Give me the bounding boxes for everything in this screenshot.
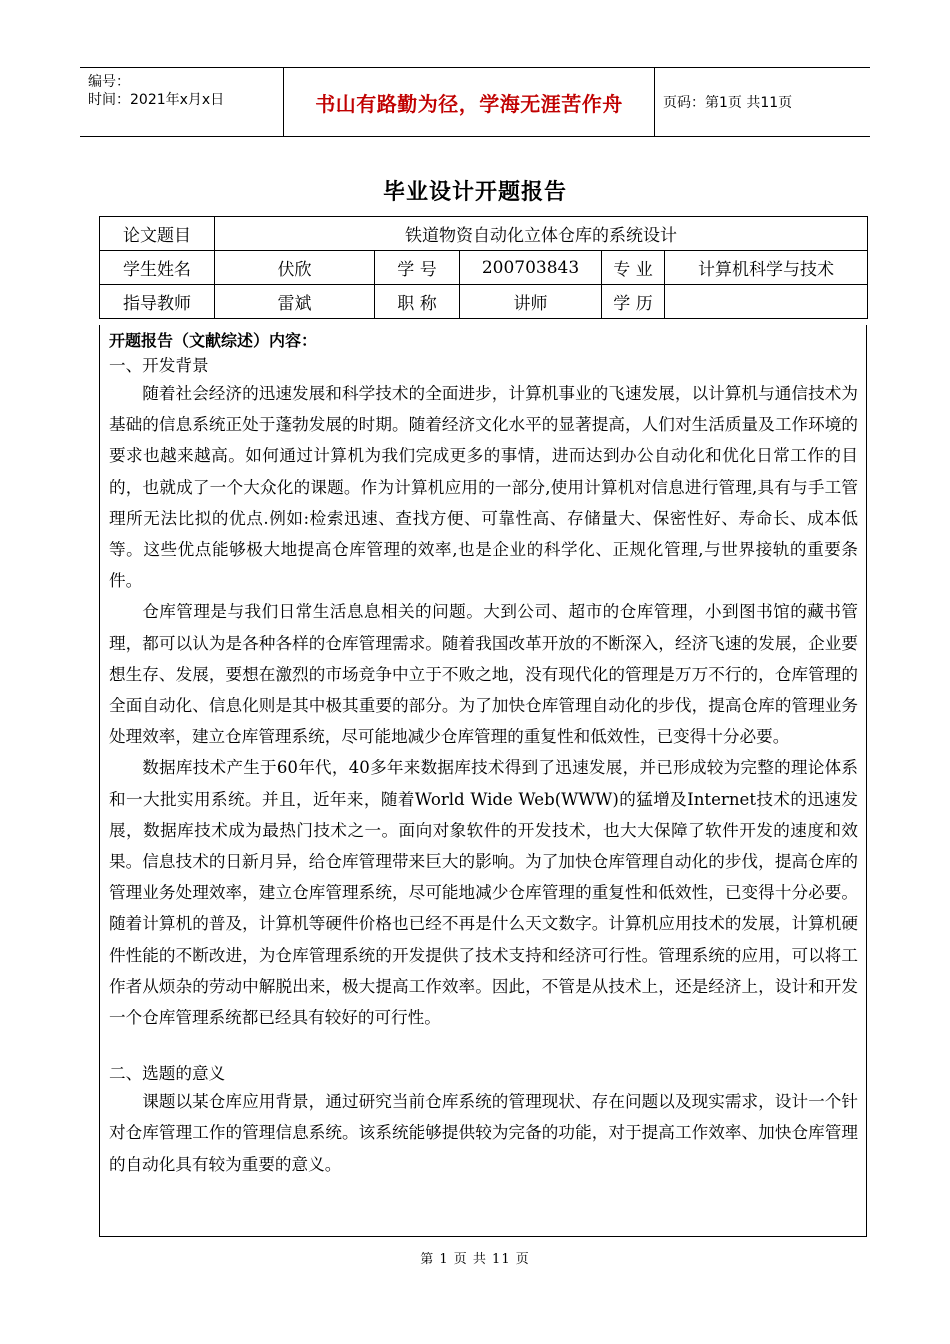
page-header (80, 67, 870, 137)
header-meta (80, 68, 283, 136)
title-rank-value: 讲师 (460, 285, 602, 319)
title-rank-label: 职 称 (375, 285, 460, 319)
paragraph: 仓库管理是与我们日常生活息息相关的问题。大到公司、超市的仓库管理，小到图书馆的藏书管理，都可以认为是各种各样的仓库管理需求。随着我国改革开放的不断深入，经济飞速的发展，企业要想生存、发展，要想在激烈的市场竞争中立于不败之地，没有现代化的管理是万万不行的，仓库管理的全面自动化、信息化则是其中极其重要的部分。为了加快仓库管理自动化的步伐，提高仓库的管理业务处理效率，建立仓库管理系统，尽可能地减少仓库管理的重复性和低效性，已变得十分必要。 (109, 602, 858, 747)
page-footer: 第 1 页 共 11 页 (420, 1252, 530, 1267)
section-title: 一、开发背景 (109, 356, 209, 375)
table-row-topic (100, 217, 868, 251)
student-label: 学生姓名 (100, 251, 215, 285)
major-value: 计算机科学与技术 (665, 251, 868, 285)
header-page-info: 页码：第1页 共11页 (663, 95, 793, 111)
document-title: 毕业设计开题报告 (382, 180, 567, 205)
document-number-label: 编号： (88, 74, 130, 90)
major-label: 专 业 (602, 251, 665, 285)
section-title: 二、选题的意义 (109, 1064, 226, 1084)
paragraph: 课题以某仓库应用背景，通过研究当前仓库系统的管理现状、存在问题以及现实需求，设计一个针对仓库管理工作的管理信息系统。该系统能够提供较为完备的功能，对于提高工作效率、加快仓库管理的自动化具有较为重要的意义。 (109, 1092, 858, 1174)
table-row-advisor (100, 285, 868, 319)
header-motto: 书山有路勤为径，学海无涯苦作舟 (283, 68, 655, 136)
student-id-label: 学 号 (375, 251, 460, 285)
content-heading: 开题报告（文献综述）内容： (109, 331, 318, 350)
document-time-label: 时间：2021年x月x日 (88, 92, 225, 108)
topic-label: 论文题目 (100, 217, 215, 251)
student-id-value: 200703843 (460, 251, 602, 285)
topic-value: 铁道物资自动化立体仓库的系统设计 (215, 217, 868, 251)
advisor-label: 指导教师 (100, 285, 215, 319)
degree-value (665, 285, 868, 319)
student-value: 伏欣 (215, 251, 375, 285)
info-table (99, 216, 868, 319)
report-content (99, 325, 867, 1237)
table-row-student (100, 251, 868, 285)
paragraph: 随着社会经济的迅速发展和科学技术的全面进步，计算机事业的飞速发展，以计算机与通信技术为基础的信息系统正处于蓬勃发展的时期。随着经济文化水平的显著提高，人们对生活质量及工作环境的要求也越来越高。如何通过计算机为我们完成更多的事情，进而达到办公自动化和优化日常工作的目的，也就成了一个大众化的课题。作为计算机应用的一部分,使用计算机对信息进行管理,具有与手工管理所无法比拟的优点.例如:检索迅速、查找方便、可靠性高、存储量大、保密性好、寿命长、成本低等。这些优点能够极大地提高仓库管理的效率,也是企业的科学化、正规化管理,与世界接轨的重要条件。 (109, 384, 858, 591)
degree-label: 学 历 (602, 285, 665, 319)
advisor-value: 雷斌 (215, 285, 375, 319)
paragraph: 数据库技术产生于60年代，40多年来数据库技术得到了迅速发展，并已形成较为完整的理论体系和一大批实用系统。并且，近年来，随着World Wide Web(WWW)的猛增及Internet技术的迅速发展，数据库技术成为最热门技术之一。面向对象软件的开发技术，也大大保障了软件开发的速度和效果。信息技术的日新月异，给仓库管理带来巨大的影响。为了加快仓库管理自动化的步伐，提高仓库的管理业务处理效率，建立仓库管理系统，尽可能地减少仓库管理的重复性和低效性，已变得十分必要。随着计算机的普及，计算机等硬件价格也已经不再是什么天文数字。计算机应用技术的发展，计算机硬件性能的不断改进，为仓库管理系统的开发提供了技术支持和经济可行性。管理系统的应用，可以将工作者从烦杂的劳动中解脱出来，极大提高工作效率。因此，不管是从技术上，还是经济上，设计和开发一个仓库管理系统都已经具有较好的可行性。 (109, 758, 858, 1028)
spacer (109, 1033, 858, 1061)
